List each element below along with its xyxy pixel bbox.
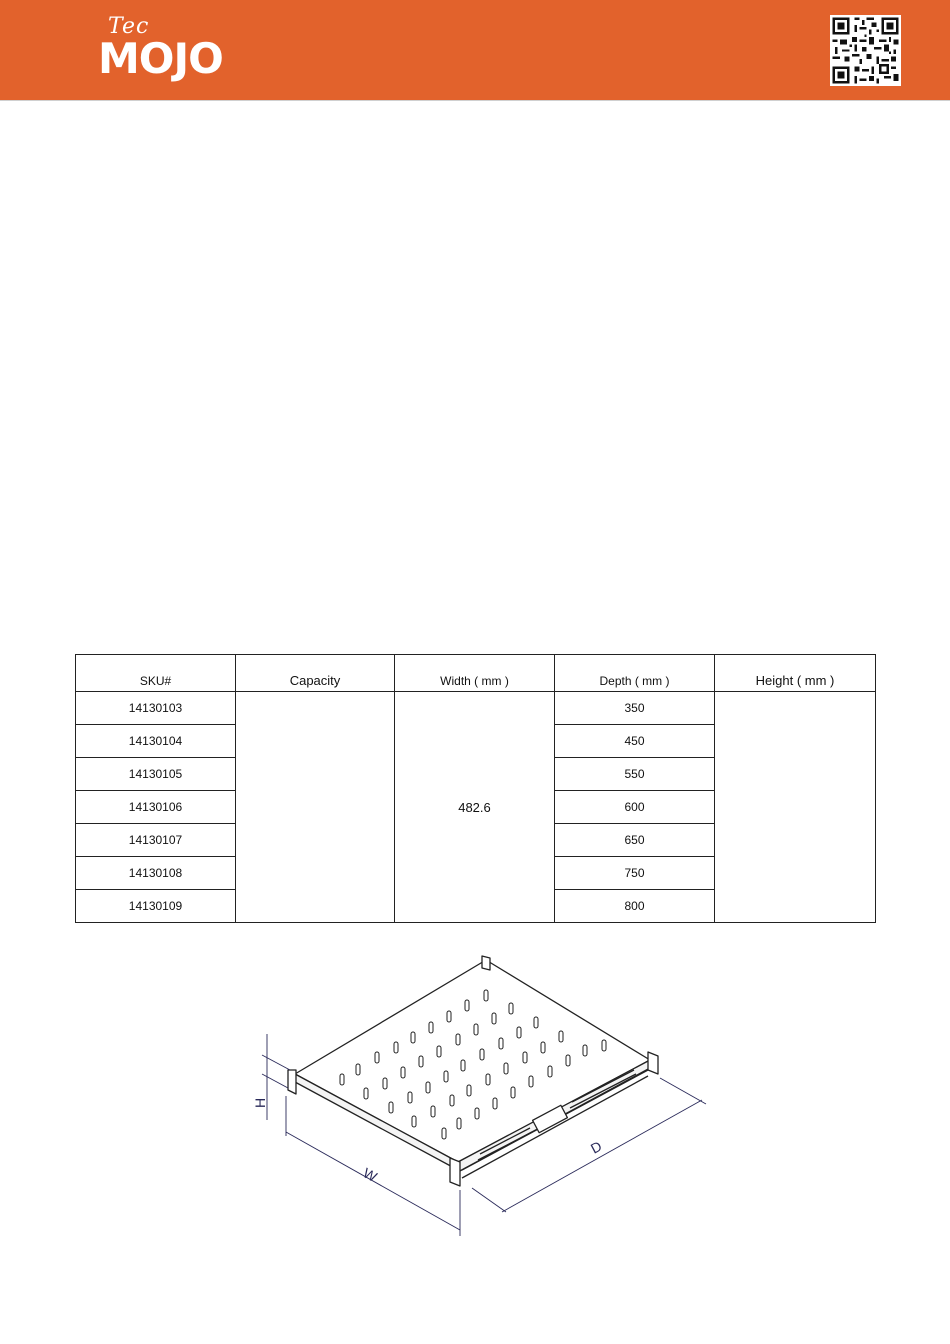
dimension-label-height: H: [252, 1097, 268, 1108]
sku-cell: 14130105: [76, 758, 236, 791]
header-height: Height ( mm ): [715, 655, 876, 692]
depth-cell: 650: [555, 824, 715, 857]
sku-cell: 14130109: [76, 890, 236, 923]
sku-cell: 14130106: [76, 791, 236, 824]
header-capacity: Capacity: [236, 655, 395, 692]
depth-cell: 600: [555, 791, 715, 824]
tecmojo-logo: [96, 14, 246, 84]
sku-cell: 14130107: [76, 824, 236, 857]
depth-cell: 750: [555, 857, 715, 890]
page-header: [0, 0, 950, 101]
capacity-cell: [236, 692, 395, 923]
width-cell: 482.6: [395, 692, 555, 923]
depth-cell: 550: [555, 758, 715, 791]
depth-cell: 800: [555, 890, 715, 923]
dimension-label-width: W: [360, 1164, 380, 1185]
depth-cell: 350: [555, 692, 715, 725]
logo-tec-text: Tec: [108, 14, 150, 39]
back-right-ear: [648, 1052, 658, 1074]
specification-table: [75, 654, 876, 923]
depth-cell: 450: [555, 725, 715, 758]
header-depth: Depth ( mm ): [555, 655, 715, 692]
back-left-ear: [482, 956, 490, 970]
left-ear: [288, 1070, 296, 1094]
height-cell: [715, 692, 876, 923]
sku-cell: 14130103: [76, 692, 236, 725]
shelf-top: [295, 960, 650, 1162]
dimension-label-depth: D: [587, 1137, 605, 1157]
right-ear: [450, 1158, 460, 1186]
sku-cell: 14130104: [76, 725, 236, 758]
rack-shelf-drawing: [250, 948, 720, 1244]
header-width: Width ( mm ): [395, 655, 555, 692]
qr-code-icon: [830, 15, 901, 86]
sku-cell: 14130108: [76, 857, 236, 890]
table-header-row: [76, 655, 876, 692]
logo-mojo-text: MOJO: [98, 34, 223, 83]
table-row: [76, 692, 876, 725]
header-sku: SKU#: [76, 655, 236, 692]
